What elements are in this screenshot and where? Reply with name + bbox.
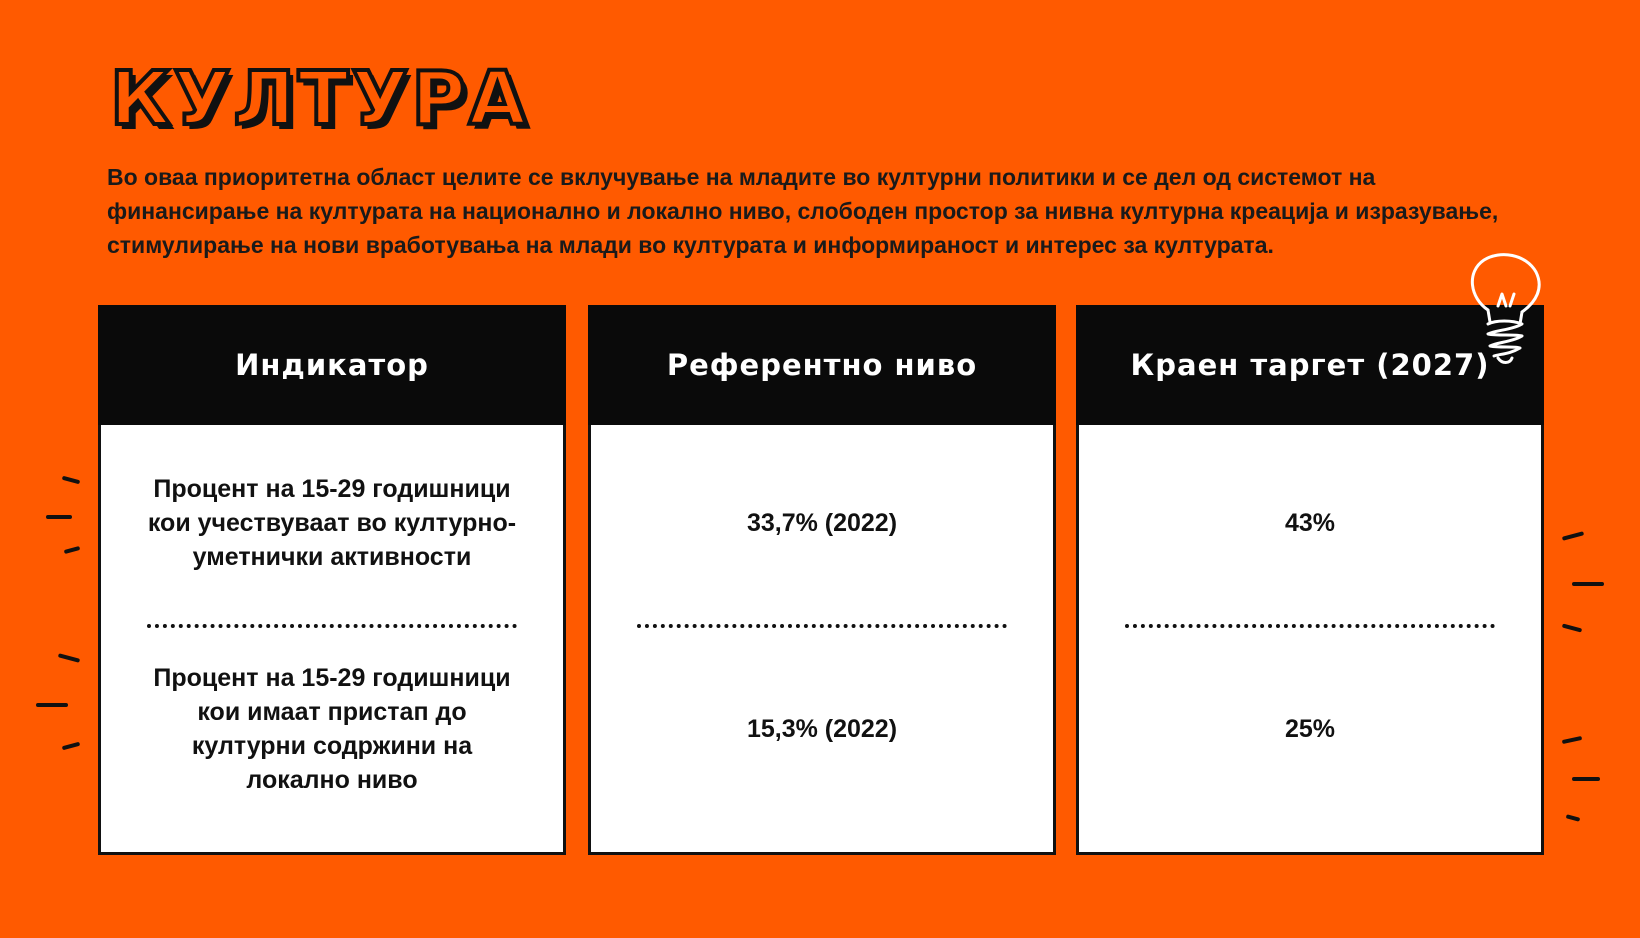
target-row-2: 25%: [1284, 715, 1336, 743]
reference-header: Референтно ниво: [588, 305, 1056, 425]
reference-card: [588, 305, 1056, 855]
decor-tick: [36, 703, 68, 707]
row-divider: [147, 624, 517, 628]
decor-tick: [1562, 736, 1582, 744]
decor-tick: [58, 653, 80, 663]
row-divider: [637, 624, 1007, 628]
decor-tick: [1566, 814, 1581, 821]
decor-tick: [62, 476, 80, 485]
intro-paragraph: Во оваа приоритетна област целите се вклучување на младите во културни политики и се дел од системот на финансирање на културата на национално и локално ниво, слободен простор за нивна културна креација и изразување, стимулирање на нови вработувања на млади во културата и информираност и интерес за културата.: [107, 164, 1499, 258]
target-card: [1076, 305, 1544, 855]
indicator-row-1: Процент на 15-29 годишници кои учествуваат во културно-уметнички активности: [147, 475, 517, 571]
decor-tick: [62, 742, 80, 751]
indicator-header: Индикатор: [98, 305, 566, 425]
indicator-card: [98, 305, 566, 855]
indicator-row-2: Процент на 15-29 годишници кои имаат пристап до културни содржини на локално ниво: [153, 664, 511, 794]
reference-row-1: 33,7% (2022): [746, 509, 898, 537]
decor-tick: [64, 546, 80, 554]
decor-tick: [1572, 777, 1600, 781]
decor-tick: [1562, 531, 1584, 541]
page-title: КУЛТУРА: [110, 56, 530, 142]
target-header: Краен таргет (2027): [1076, 305, 1544, 425]
decor-tick: [46, 515, 72, 519]
target-row-1: 43%: [1284, 509, 1336, 537]
lightbulb-icon: [1462, 250, 1546, 380]
reference-row-2: 15,3% (2022): [746, 715, 898, 743]
decor-tick: [1572, 582, 1604, 586]
decor-tick: [1562, 623, 1582, 632]
row-divider: [1125, 624, 1495, 628]
